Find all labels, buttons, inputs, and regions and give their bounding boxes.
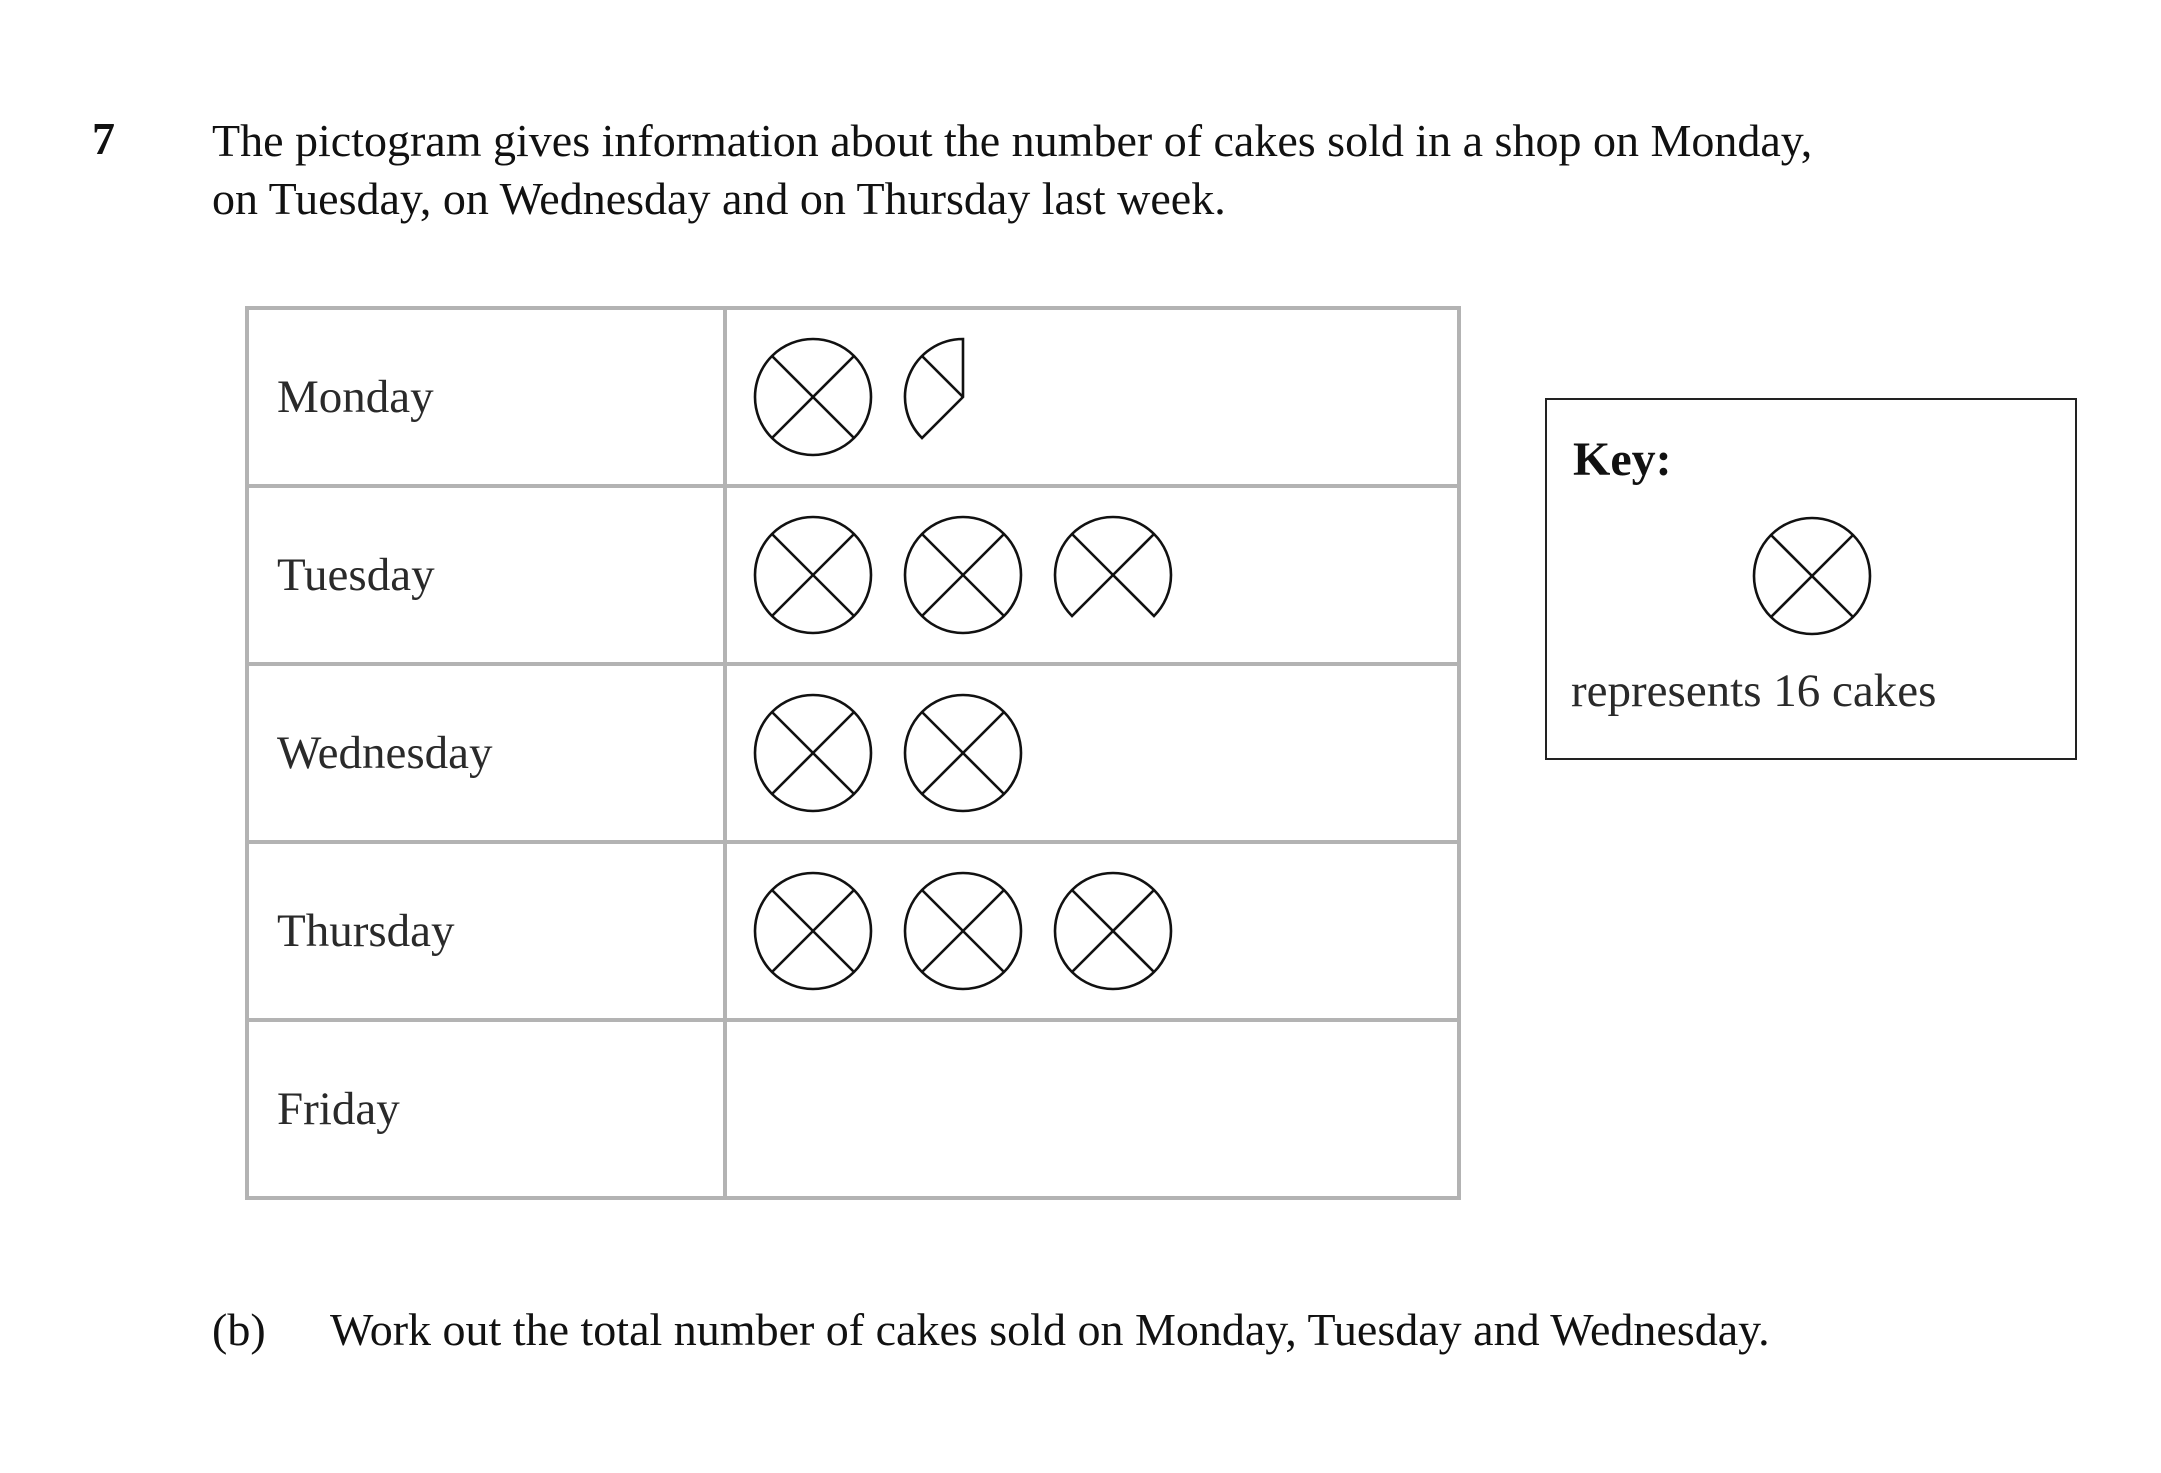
partial-circle-cross-icon [901,335,1025,459]
question-text [212,112,2092,228]
part-b-text: Work out the total number of cakes sold on Monday, Tuesday and Wednesday. [330,1304,1770,1355]
day-label: Thursday [247,842,725,1020]
day-label: Tuesday [247,486,725,664]
day-label: Monday [247,308,725,486]
circle-cross-icon [1051,869,1175,993]
circle-cross-icon [1750,514,1874,638]
pictogram-row-tuesday [247,486,1459,664]
circle-cross-icon [751,691,875,815]
circle-cross-icon [901,869,1025,993]
circle-cross-icon [751,869,875,993]
symbol-cell [725,308,1459,486]
question-line-2: on Tuesday, on Wednesday and on Thursday last week. [212,173,1226,224]
day-label: Wednesday [247,664,725,842]
circle-cross-icon [751,335,875,459]
symbol-cell [725,664,1459,842]
symbol-cell [725,486,1459,664]
pictogram-row-thursday [247,842,1459,1020]
question-line-1: The pictogram gives information about the number of cakes sold in a shop on Monday, [212,115,1813,166]
key-description: represents 16 cakes [1571,665,1937,717]
key-box [1545,398,2077,760]
circle-cross-icon [751,513,875,637]
day-label: Friday [247,1020,725,1198]
circle-cross-icon [1750,514,1874,643]
key-title: Key: [1573,433,1672,486]
pictogram-table [245,306,1461,1200]
pictogram-row-monday [247,308,1459,486]
symbol-cell [725,1020,1459,1198]
symbol-cell [725,842,1459,1020]
partial-circle-cross-icon [1051,513,1175,637]
circle-cross-icon [901,513,1025,637]
circle-cross-icon [901,691,1025,815]
pictogram-row-wednesday [247,664,1459,842]
part-b-label: (b) [212,1304,266,1355]
pictogram-row-friday [247,1020,1459,1198]
part-b [212,1303,1770,1356]
question-number: 7 [92,113,115,164]
